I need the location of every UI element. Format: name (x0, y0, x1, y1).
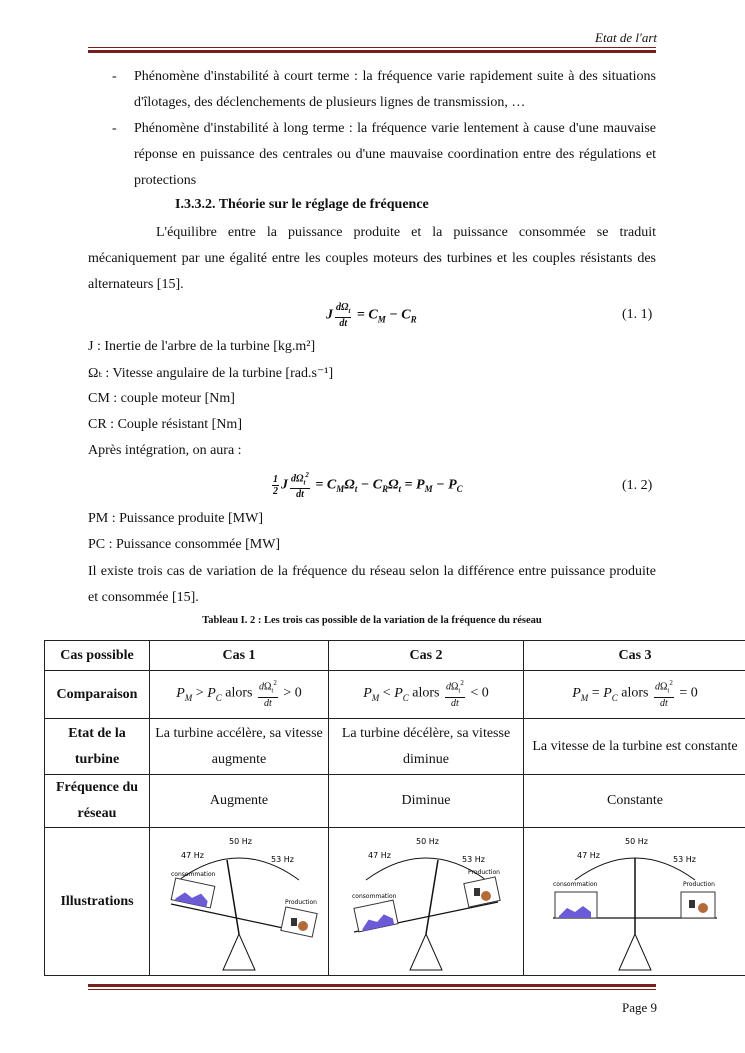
table-cell: Diminue (329, 775, 524, 828)
balance-illustration (344, 832, 508, 972)
section-heading: I.3.3.2. Théorie sur le réglage de fréquence (175, 197, 429, 212)
equation-1: J $\frac{d\Omega_t}{dt}$ = $C_M - C_R$ (326, 302, 417, 329)
bullet-item: - Phénomène d'instabilité à long terme : la fréquence varie lentement à cause d'une mauvaise réponse en puissance des centrales ou d'une mauvaise coordination entre des régulations et protections (112, 121, 656, 188)
comparison-cell: $P_M = P_C$ alors $\frac{d\Omega_t^2}{dt}$ = 0 (524, 671, 745, 719)
label-consommation: consommation (171, 870, 216, 878)
comparison-cell: $P_M > P_C$ alors $\frac{d\Omega_t^2}{dt}$ > 0 (150, 671, 329, 719)
cases-paragraph: Il existe trois cas de variation de la fréquence du réseau selon la différence entre puissance produite et consommée [15]. (88, 564, 656, 605)
balance-illustration (157, 832, 321, 972)
footer-rule (88, 984, 656, 987)
table-cell: La turbine accélère, sa vitesse augmente (150, 719, 329, 775)
table-cell: La turbine décélère, sa vitesse diminue (329, 719, 524, 775)
equation-2-number: (1. 2) (622, 478, 653, 493)
label-47hz: 47 Hz (181, 850, 204, 860)
table-row-frequence (45, 775, 745, 828)
illustration-cell (329, 828, 524, 976)
label-47hz: 47 Hz (577, 850, 600, 860)
row-header: Fréquence du réseau (45, 775, 150, 828)
balance-illustration (545, 832, 725, 972)
label-50hz: 50 Hz (416, 836, 439, 846)
intro-paragraph: L'équilibre entre la puissance produite et la puissance consommée se traduit mécaniquement par une égalité entre les couples moteurs des turbines et les couples résistants des alternateurs [15]. (88, 225, 656, 292)
table-row-comparaison (45, 671, 745, 719)
header-title: Etat de l'art (595, 30, 657, 45)
label-53hz: 53 Hz (462, 854, 485, 864)
definition-line: Ωₜ : Vitesse angulaire de la turbine [rad.s⁻¹] (88, 366, 334, 381)
table-header-cell: Cas 2 (329, 641, 524, 671)
page-number: Page 9 (621, 1000, 657, 1015)
table-header-row (45, 641, 745, 671)
definition-line: J : Inertie de l'arbre de la turbine [kg.m²] (88, 339, 316, 354)
equation-2: $\frac{1}{2}$ J $\frac{d\Omega_t^2}{dt}$ = $C_M\Omega_t - C_R\Omega_t = P_M - P_C$ (273, 471, 463, 501)
row-header: Etat de la turbine (45, 719, 150, 775)
table-cell: Augmente (150, 775, 329, 828)
bullet-item: - Phénomène d'instabilité à court terme : la fréquence varie rapidement suite à des situations d'îlotages, des déclenchements de plusieurs lignes de transmission, … (112, 69, 656, 110)
label-47hz: 47 Hz (368, 850, 391, 860)
illustration-cell (150, 828, 329, 976)
definition-line: PM : Puissance produite [MW] (88, 511, 263, 526)
comparison-cell: $P_M < P_C$ alors $\frac{d\Omega_t^2}{dt}$ < 0 (329, 671, 524, 719)
table-caption: Tableau I. 2 : Les trois cas possible de la variation de la fréquence du réseau (202, 615, 542, 626)
definition-line: Après intégration, on aura : (88, 443, 242, 458)
label-production: Production (683, 880, 715, 888)
label-53hz: 53 Hz (673, 854, 696, 864)
illustration-cell (524, 828, 745, 976)
label-50hz: 50 Hz (229, 836, 252, 846)
table-row-illustrations (45, 828, 745, 976)
row-header: Illustrations (45, 828, 150, 976)
definition-line: CR : Couple résistant [Nm] (88, 417, 242, 432)
table-cell: Constante (524, 775, 745, 828)
equation-1-number: (1. 1) (622, 307, 653, 322)
table-header-cell: Cas 3 (524, 641, 745, 671)
label-production: Production (468, 868, 500, 876)
table-header-cell: Cas possible (45, 641, 150, 671)
label-consommation: consommation (352, 892, 397, 900)
row-header: Comparaison (45, 671, 150, 719)
definition-line: PC : Puissance consommée [MW] (88, 537, 281, 552)
table-header-cell: Cas 1 (150, 641, 329, 671)
label-50hz: 50 Hz (625, 836, 648, 846)
footer-rule-thin (88, 989, 656, 990)
table-row-etat (45, 719, 745, 775)
label-production: Production (285, 898, 317, 906)
cases-table (44, 640, 745, 976)
table-cell: La vitesse de la turbine est constante (524, 719, 745, 775)
label-consommation: consommation (553, 880, 598, 888)
header-rule (88, 50, 656, 53)
definition-line: CM : couple moteur [Nm] (88, 391, 235, 406)
header-rule-thin (88, 47, 656, 48)
label-53hz: 53 Hz (271, 854, 294, 864)
